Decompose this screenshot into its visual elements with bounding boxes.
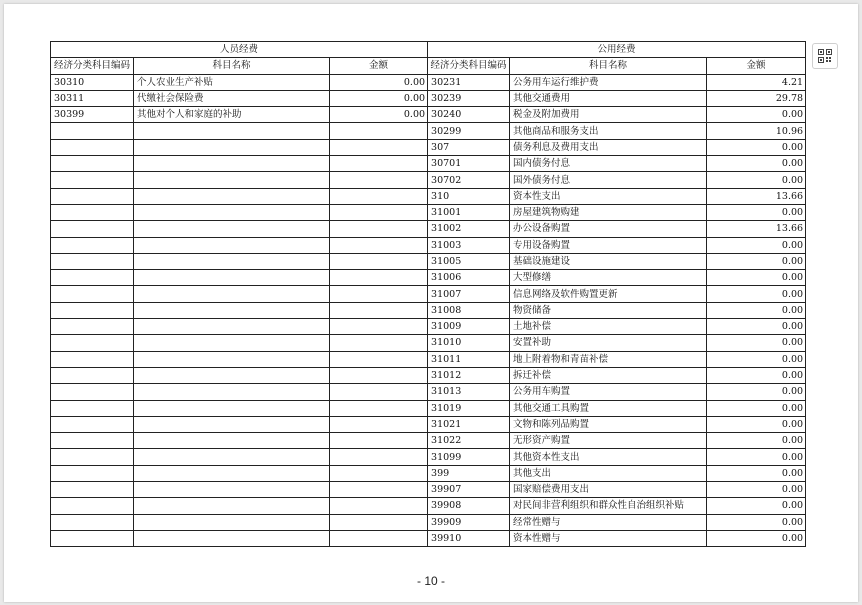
left-amount-cell (330, 188, 428, 204)
right-code-cell: 31010 (428, 335, 510, 351)
left-name-cell (134, 319, 330, 335)
right-amount-cell: 13.66 (707, 188, 806, 204)
left-amount-cell (330, 367, 428, 383)
left-code-cell: 30399 (51, 107, 134, 123)
right-amount-header: 金额 (707, 58, 806, 74)
right-name-cell: 其他商品和服务支出 (510, 123, 707, 139)
right-code-cell: 310 (428, 188, 510, 204)
left-code-cell (51, 498, 134, 514)
left-name-cell (134, 286, 330, 302)
group-header-row (51, 42, 806, 58)
left-amount-cell (330, 514, 428, 530)
table-row (51, 139, 806, 155)
right-name-cell: 办公设备购置 (510, 221, 707, 237)
left-code-cell (51, 384, 134, 400)
right-name-cell: 房屋建筑物购建 (510, 204, 707, 220)
right-code-cell: 39908 (428, 498, 510, 514)
right-amount-cell: 0.00 (707, 498, 806, 514)
left-name-cell (134, 498, 330, 514)
table-row (51, 384, 806, 400)
right-name-cell: 信息网络及软件购置更新 (510, 286, 707, 302)
left-name-cell (134, 530, 330, 546)
table-row (51, 465, 806, 481)
right-amount-cell: 10.96 (707, 123, 806, 139)
left-amount-cell (330, 237, 428, 253)
table-row (51, 335, 806, 351)
left-amount-cell: 0.00 (330, 107, 428, 123)
left-amount-cell (330, 416, 428, 432)
left-name-cell (134, 465, 330, 481)
right-amount-cell: 0.00 (707, 204, 806, 220)
table-row (51, 90, 806, 106)
table-row (51, 351, 806, 367)
left-amount-cell (330, 530, 428, 546)
right-code-cell: 39909 (428, 514, 510, 530)
right-name-cell: 国内债务付息 (510, 156, 707, 172)
right-code-cell: 31009 (428, 319, 510, 335)
left-amount-cell (330, 204, 428, 220)
left-code-cell (51, 221, 134, 237)
left-name-cell (134, 139, 330, 155)
left-amount-cell (330, 286, 428, 302)
right-amount-cell: 0.00 (707, 286, 806, 302)
right-name-cell: 基础设施建设 (510, 253, 707, 269)
column-header-row (51, 58, 806, 74)
left-amount-cell (330, 302, 428, 318)
left-name-header: 科目名称 (134, 58, 330, 74)
left-code-cell (51, 172, 134, 188)
left-code-cell (51, 465, 134, 481)
left-code-cell (51, 449, 134, 465)
right-amount-cell: 0.00 (707, 530, 806, 546)
left-name-cell (134, 172, 330, 188)
left-code-cell (51, 482, 134, 498)
right-code-cell: 31011 (428, 351, 510, 367)
left-name-cell (134, 449, 330, 465)
left-name-cell (134, 400, 330, 416)
table-row (51, 302, 806, 318)
right-code-cell: 30702 (428, 172, 510, 188)
page-number: - 10 - (416, 574, 445, 588)
right-code-cell: 39907 (428, 482, 510, 498)
left-code-cell (51, 367, 134, 383)
right-amount-cell: 0.00 (707, 253, 806, 269)
right-name-cell: 国外债务付息 (510, 172, 707, 188)
qr-code-button[interactable] (812, 43, 838, 69)
right-amount-cell: 0.00 (707, 237, 806, 253)
table-row (51, 107, 806, 123)
left-amount-header: 金额 (330, 58, 428, 74)
left-name-cell (134, 221, 330, 237)
right-code-cell: 307 (428, 139, 510, 155)
right-name-cell: 专用设备购置 (510, 237, 707, 253)
table-row (51, 172, 806, 188)
table-row (51, 449, 806, 465)
qr-code-icon (818, 49, 832, 63)
left-amount-cell (330, 270, 428, 286)
table-row (51, 204, 806, 220)
left-name-cell: 个人农业生产补贴 (134, 74, 330, 90)
right-amount-cell: 0.00 (707, 172, 806, 188)
left-amount-cell: 0.00 (330, 90, 428, 106)
table-row (51, 530, 806, 546)
left-name-cell (134, 335, 330, 351)
left-amount-cell (330, 123, 428, 139)
right-amount-cell: 0.00 (707, 107, 806, 123)
left-amount-cell (330, 482, 428, 498)
right-name-cell: 其他交通工具购置 (510, 400, 707, 416)
left-code-cell (51, 188, 134, 204)
right-name-cell: 物资储备 (510, 302, 707, 318)
right-name-cell: 文物和陈列品购置 (510, 416, 707, 432)
left-code-cell (51, 319, 134, 335)
right-code-cell: 31099 (428, 449, 510, 465)
table-row (51, 156, 806, 172)
left-code-cell: 30311 (51, 90, 134, 106)
right-amount-cell: 0.00 (707, 302, 806, 318)
right-code-cell: 31013 (428, 384, 510, 400)
left-code-cell (51, 123, 134, 139)
right-amount-cell: 0.00 (707, 514, 806, 530)
right-amount-cell: 0.00 (707, 367, 806, 383)
left-amount-cell (330, 139, 428, 155)
right-code-cell: 31005 (428, 253, 510, 269)
right-name-cell: 大型修缮 (510, 270, 707, 286)
right-name-cell: 其他交通费用 (510, 90, 707, 106)
right-code-cell: 31012 (428, 367, 510, 383)
left-amount-cell (330, 319, 428, 335)
table-row (51, 123, 806, 139)
public-expense-header: 公用经费 (428, 42, 806, 58)
right-amount-cell: 4.21 (707, 74, 806, 90)
left-amount-cell (330, 449, 428, 465)
table-row (51, 416, 806, 432)
right-code-cell: 30701 (428, 156, 510, 172)
left-amount-cell (330, 384, 428, 400)
left-name-cell: 代缴社会保险费 (134, 90, 330, 106)
left-name-cell (134, 302, 330, 318)
right-amount-cell: 0.00 (707, 433, 806, 449)
right-amount-cell: 0.00 (707, 400, 806, 416)
right-name-cell: 土地补偿 (510, 319, 707, 335)
right-code-cell: 31003 (428, 237, 510, 253)
personnel-expense-header: 人员经费 (51, 42, 428, 58)
left-code-cell (51, 514, 134, 530)
left-amount-cell (330, 465, 428, 481)
left-name-cell (134, 204, 330, 220)
left-code-cell (51, 530, 134, 546)
expenditure-table (50, 41, 806, 547)
table-row (51, 253, 806, 269)
left-amount-cell (330, 400, 428, 416)
right-name-cell: 安置补助 (510, 335, 707, 351)
left-amount-cell: 0.00 (330, 74, 428, 90)
left-code-cell (51, 400, 134, 416)
right-amount-cell: 0.00 (707, 384, 806, 400)
left-amount-cell (330, 172, 428, 188)
right-code-cell: 31006 (428, 270, 510, 286)
left-amount-cell (330, 433, 428, 449)
left-code-cell (51, 302, 134, 318)
right-code-cell: 31021 (428, 416, 510, 432)
table-row (51, 270, 806, 286)
right-amount-cell: 0.00 (707, 416, 806, 432)
right-code-cell: 30231 (428, 74, 510, 90)
right-name-cell: 资本性支出 (510, 188, 707, 204)
right-name-cell: 国家赔偿费用支出 (510, 482, 707, 498)
left-name-cell (134, 237, 330, 253)
right-code-cell: 30240 (428, 107, 510, 123)
table-row (51, 433, 806, 449)
left-name-cell (134, 351, 330, 367)
table-row (51, 482, 806, 498)
left-code-cell (51, 433, 134, 449)
right-code-header: 经济分类科目编码 (428, 58, 510, 74)
right-code-cell: 39910 (428, 530, 510, 546)
left-code-cell (51, 286, 134, 302)
left-amount-cell (330, 351, 428, 367)
right-amount-cell: 13.66 (707, 221, 806, 237)
table-row (51, 188, 806, 204)
right-code-cell: 31019 (428, 400, 510, 416)
table-row (51, 221, 806, 237)
right-name-cell: 地上附着物和青苗补偿 (510, 351, 707, 367)
left-code-cell (51, 139, 134, 155)
table-row (51, 319, 806, 335)
right-name-cell: 其他支出 (510, 465, 707, 481)
right-amount-cell: 29.78 (707, 90, 806, 106)
right-name-cell: 公务用车运行维护费 (510, 74, 707, 90)
right-code-cell: 30299 (428, 123, 510, 139)
right-code-cell: 31001 (428, 204, 510, 220)
right-name-header: 科目名称 (510, 58, 707, 74)
right-name-cell: 债务利息及费用支出 (510, 139, 707, 155)
left-amount-cell (330, 498, 428, 514)
left-code-cell (51, 253, 134, 269)
table-row (51, 367, 806, 383)
left-name-cell (134, 253, 330, 269)
left-name-cell (134, 367, 330, 383)
right-code-cell: 31002 (428, 221, 510, 237)
right-amount-cell: 0.00 (707, 482, 806, 498)
table-row (51, 514, 806, 530)
table-row (51, 237, 806, 253)
right-code-cell: 30239 (428, 90, 510, 106)
left-name-cell (134, 514, 330, 530)
left-code-cell (51, 335, 134, 351)
right-name-cell: 无形资产购置 (510, 433, 707, 449)
right-name-cell: 经常性赠与 (510, 514, 707, 530)
right-amount-cell: 0.00 (707, 139, 806, 155)
left-code-cell (51, 204, 134, 220)
right-amount-cell: 0.00 (707, 319, 806, 335)
right-amount-cell: 0.00 (707, 335, 806, 351)
right-amount-cell: 0.00 (707, 465, 806, 481)
left-name-cell: 其他对个人和家庭的补助 (134, 107, 330, 123)
left-name-cell (134, 188, 330, 204)
left-code-cell: 30310 (51, 74, 134, 90)
table-row (51, 74, 806, 90)
right-code-cell: 31022 (428, 433, 510, 449)
left-code-cell (51, 156, 134, 172)
left-name-cell (134, 482, 330, 498)
right-amount-cell: 0.00 (707, 156, 806, 172)
right-amount-cell: 0.00 (707, 270, 806, 286)
left-code-cell (51, 270, 134, 286)
right-name-cell: 公务用车购置 (510, 384, 707, 400)
left-name-cell (134, 270, 330, 286)
left-code-cell (51, 416, 134, 432)
left-name-cell (134, 123, 330, 139)
right-code-cell: 31007 (428, 286, 510, 302)
right-name-cell: 资本性赠与 (510, 530, 707, 546)
right-amount-cell: 0.00 (707, 351, 806, 367)
table-row (51, 400, 806, 416)
right-name-cell: 对民间非营利组织和群众性自治组织补贴 (510, 498, 707, 514)
left-name-cell (134, 384, 330, 400)
right-name-cell: 其他资本性支出 (510, 449, 707, 465)
document-page (4, 4, 858, 602)
left-amount-cell (330, 253, 428, 269)
table-row (51, 286, 806, 302)
right-amount-cell: 0.00 (707, 449, 806, 465)
left-code-header: 经济分类科目编码 (51, 58, 134, 74)
left-name-cell (134, 416, 330, 432)
right-code-cell: 31008 (428, 302, 510, 318)
left-name-cell (134, 156, 330, 172)
left-amount-cell (330, 335, 428, 351)
left-amount-cell (330, 221, 428, 237)
left-name-cell (134, 433, 330, 449)
right-name-cell: 税金及附加费用 (510, 107, 707, 123)
right-name-cell: 拆迁补偿 (510, 367, 707, 383)
left-code-cell (51, 351, 134, 367)
left-code-cell (51, 237, 134, 253)
right-code-cell: 399 (428, 465, 510, 481)
left-amount-cell (330, 156, 428, 172)
table-row (51, 498, 806, 514)
